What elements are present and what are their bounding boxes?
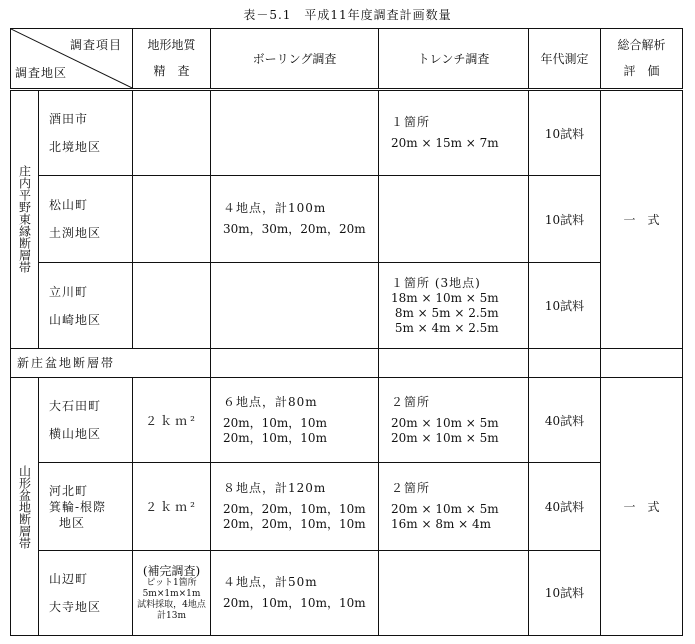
boring-cell bbox=[211, 463, 379, 550]
boring-cell bbox=[211, 378, 379, 463]
geo-sampling: 試料採取，4地点 bbox=[137, 599, 206, 610]
trench-size: 20m × 10m × 5m bbox=[391, 502, 499, 516]
trench-cell bbox=[379, 176, 529, 263]
trench-size: 16m × 8m × 4m bbox=[391, 517, 492, 531]
boring-count: ８地点，計120m bbox=[223, 481, 327, 495]
header-trench: トレンチ調査 bbox=[379, 29, 529, 90]
trench-size: 20m × 10m × 5m bbox=[391, 415, 499, 430]
trench-cell bbox=[379, 348, 529, 377]
group-shonai bbox=[11, 89, 39, 348]
geo-total: 計13m bbox=[157, 610, 186, 621]
boring-count: ４地点，計100m bbox=[223, 201, 327, 216]
location-cell bbox=[39, 263, 133, 348]
geo-pit: ピット1箇所 bbox=[146, 577, 197, 588]
geo-cell bbox=[133, 89, 211, 175]
geo-pit-size: 5m×1m×1m bbox=[142, 588, 201, 599]
trench-cell bbox=[379, 463, 529, 550]
table-caption: 表－5.1 平成11年度調査計画数量 bbox=[243, 8, 452, 22]
survey-plan-table bbox=[10, 28, 683, 636]
table-row bbox=[11, 378, 683, 463]
location-cell bbox=[39, 463, 133, 550]
dating-cell: 10試料 bbox=[529, 550, 601, 635]
trench-count: １箇所 (3地点) bbox=[391, 275, 481, 290]
boring-depths: 30m，30m，20m，20m bbox=[223, 222, 366, 237]
header-geo-cell bbox=[133, 29, 211, 90]
trench-cell bbox=[379, 263, 529, 348]
table-row bbox=[11, 176, 683, 263]
table-row bbox=[11, 89, 683, 175]
group-yamagata bbox=[11, 378, 39, 636]
location-city: 大石田町 bbox=[49, 399, 102, 414]
group-shinjo: 新庄盆地断層帯 bbox=[11, 348, 211, 377]
header-survey-area: 調査地区 bbox=[15, 65, 68, 80]
boring-cell bbox=[211, 263, 379, 348]
header-boring: ボーリング調査 bbox=[211, 29, 379, 90]
section-row bbox=[11, 348, 683, 377]
location-cell bbox=[39, 550, 133, 635]
trench-count: １箇所 bbox=[391, 115, 431, 130]
header-geo-line2: 精 査 bbox=[153, 64, 190, 79]
header-eval-line2: 評 価 bbox=[623, 64, 660, 79]
boring-cell bbox=[211, 348, 379, 377]
dating-cell: 40試料 bbox=[529, 463, 601, 550]
location-city: 山辺町 bbox=[49, 571, 89, 586]
location-district: 横山地区 bbox=[49, 427, 102, 442]
boring-depths: 20m，20m，10m，10m bbox=[223, 502, 366, 516]
eval-cell bbox=[601, 348, 683, 377]
header-row bbox=[11, 29, 683, 90]
eval-shonai: 一 式 bbox=[601, 89, 683, 348]
location-cell bbox=[39, 176, 133, 263]
trench-cell bbox=[379, 89, 529, 175]
trench-size: 8m × 5m × 2.5m bbox=[391, 305, 499, 320]
location-cell bbox=[39, 89, 133, 175]
dating-cell: 10試料 bbox=[529, 263, 601, 348]
boring-depths: 20m，10m，10m bbox=[223, 415, 327, 430]
boring-count: ６地点，計80m bbox=[223, 394, 318, 409]
boring-depths: 20m，10m，10m，10m bbox=[223, 595, 366, 610]
location-city: 松山町 bbox=[49, 198, 89, 213]
trench-cell bbox=[379, 378, 529, 463]
location-district: 北境地区 bbox=[49, 140, 102, 155]
group-shonai-label: 庄内平野東縁断層帯 bbox=[17, 165, 32, 274]
trench-size: 20m × 15m × 7m bbox=[391, 136, 499, 151]
geo-cell bbox=[133, 263, 211, 348]
location-city: 立川町 bbox=[49, 284, 89, 299]
dating-cell: 40試料 bbox=[529, 378, 601, 463]
boring-cell bbox=[211, 550, 379, 635]
location-cell bbox=[39, 378, 133, 463]
location-district: 箕輪-根際 bbox=[49, 499, 107, 514]
header-eval-cell bbox=[601, 29, 683, 90]
group-yamagata-label: 山形盆地断層帯 bbox=[17, 464, 32, 549]
diagonal-header-cell bbox=[11, 29, 133, 90]
location-district: 山崎地区 bbox=[49, 312, 102, 327]
boring-depths: 20m，10m，10m bbox=[223, 430, 327, 445]
header-dating: 年代測定 bbox=[529, 29, 601, 90]
header-eval-line1: 総合解析 bbox=[617, 38, 666, 53]
trench-count: ２箇所 bbox=[391, 394, 431, 409]
geo-supplement: (補完調査) bbox=[142, 563, 201, 578]
boring-cell bbox=[211, 176, 379, 263]
table-row bbox=[11, 550, 683, 635]
geo-cell: ２ｋｍ² bbox=[133, 378, 211, 463]
header-geo-line1: 地形地質 bbox=[147, 38, 196, 53]
trench-size: 20m × 10m × 5m bbox=[391, 430, 499, 445]
trench-size: 5m × 4m × 2.5m bbox=[391, 320, 499, 335]
dating-cell bbox=[529, 348, 601, 377]
trench-count: ２箇所 bbox=[391, 481, 431, 495]
location-district: 土渕地区 bbox=[49, 226, 102, 241]
boring-depths: 20m，20m，10m，10m bbox=[223, 517, 366, 531]
eval-yamagata: 一 式 bbox=[601, 378, 683, 636]
trench-cell bbox=[379, 550, 529, 635]
geo-cell bbox=[133, 550, 211, 635]
location-district: 大寺地区 bbox=[49, 599, 102, 614]
dating-cell: 10試料 bbox=[529, 176, 601, 263]
geo-cell: ２ｋｍ² bbox=[133, 463, 211, 550]
header-survey-item: 調査項目 bbox=[69, 38, 122, 52]
boring-cell bbox=[211, 89, 379, 175]
boring-count: ４地点，計50m bbox=[223, 574, 318, 589]
dating-cell: 10試料 bbox=[529, 89, 601, 175]
trench-size: 18m × 10m × 5m bbox=[391, 290, 499, 305]
location-city: 酒田市 bbox=[49, 112, 89, 127]
location-district-suffix: 地区 bbox=[59, 515, 86, 530]
location-city: 河北町 bbox=[49, 483, 89, 498]
geo-cell bbox=[133, 176, 211, 263]
table-row bbox=[11, 263, 683, 348]
table-row bbox=[11, 463, 683, 550]
